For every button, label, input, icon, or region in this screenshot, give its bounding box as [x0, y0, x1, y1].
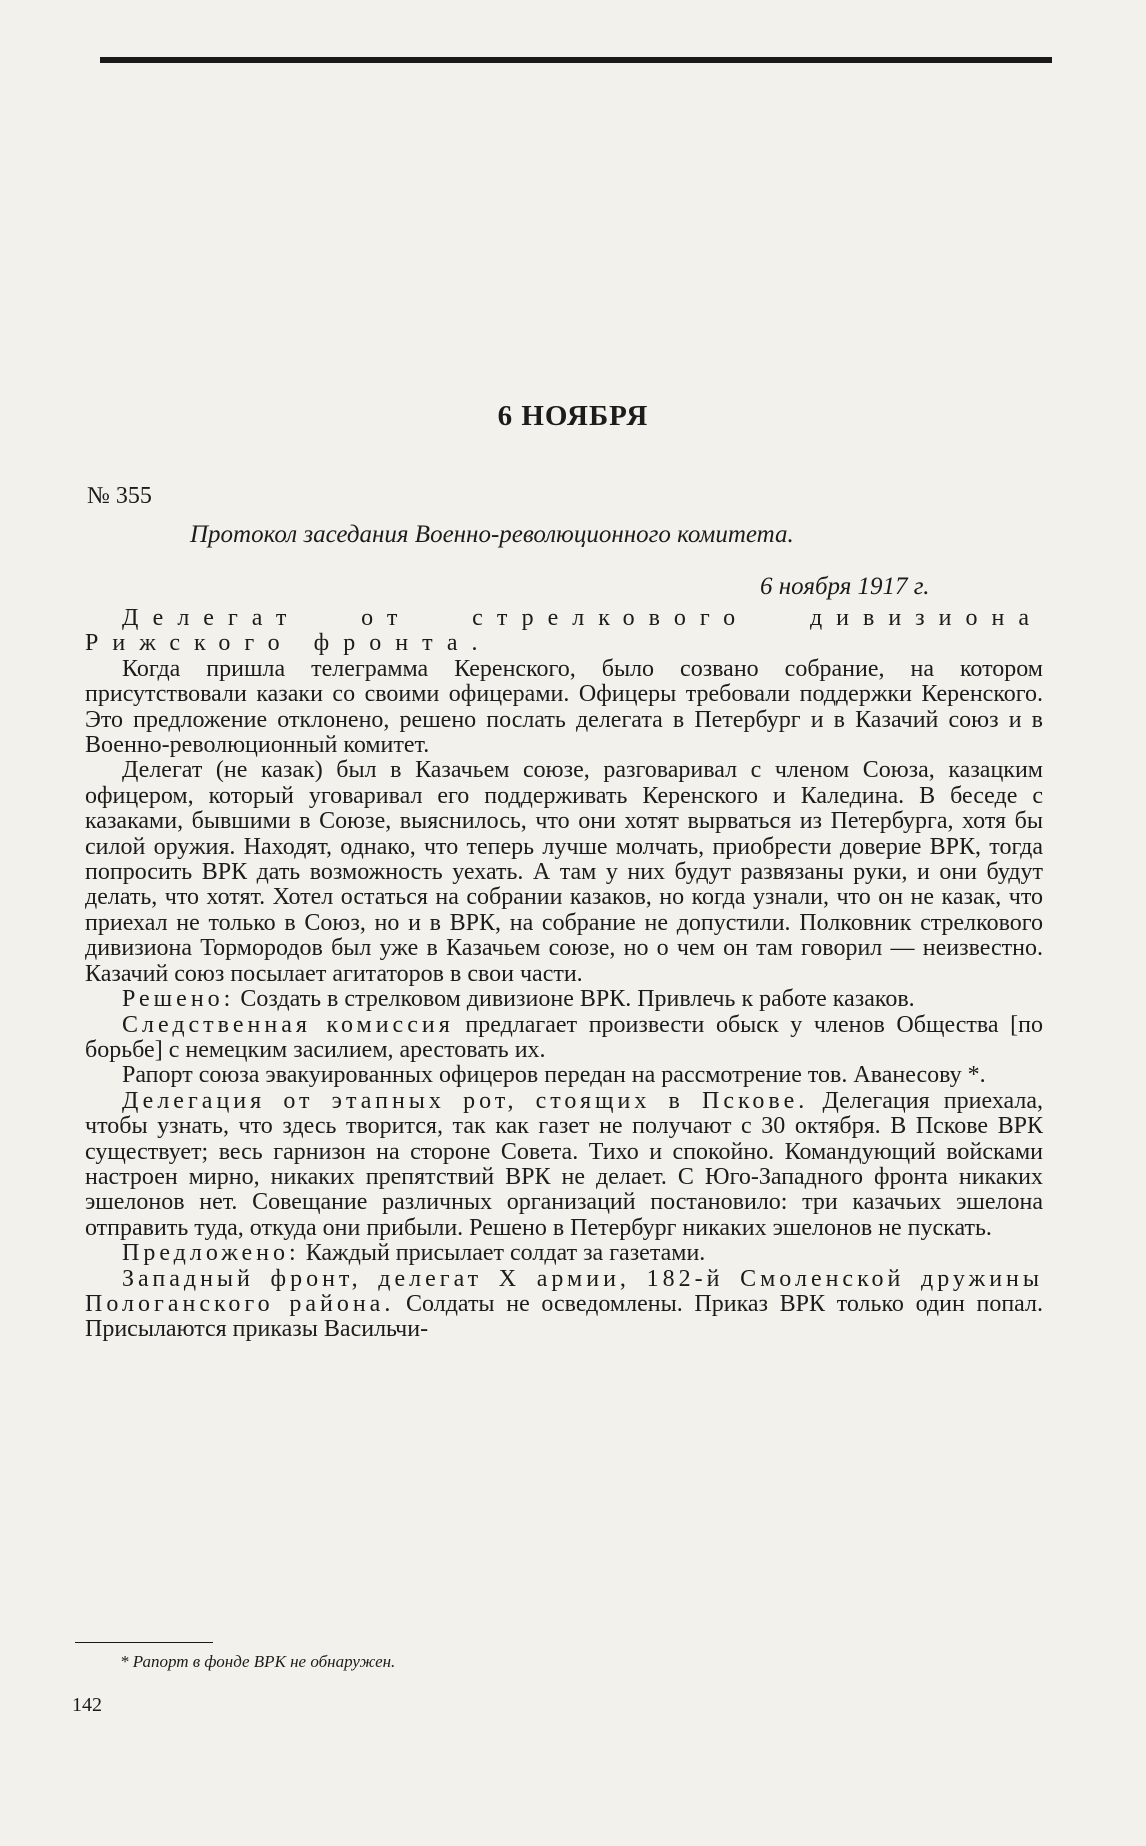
proposal-label: Предложено: — [122, 1240, 300, 1267]
investigation-label: Следственная комиссия — [122, 1011, 454, 1038]
paragraph-pskov-delegation — [85, 1089, 1043, 1241]
document-number: № 355 — [87, 483, 152, 509]
decision-label: Решено: — [122, 986, 235, 1013]
western-front-label: Западный фронт, делегат X армии, 182-й Смоленской дружины Пологанского района. — [85, 1265, 1043, 1317]
document-date: 6 ноября 1917 г. — [760, 573, 930, 600]
pskov-delegation-label: Делегация от этапных рот, стоящих в Пскове. — [122, 1087, 809, 1114]
western-front-text: Солдаты не осведомлены. Приказ ВРК только один попал. Присылаются приказы Васильчи- — [85, 1290, 1044, 1343]
decision-text: Создать в стрелковом дивизионе ВРК. Привлечь к работе казаков. — [240, 986, 915, 1013]
paragraph-decision — [85, 987, 1043, 1012]
paragraph-proposal — [85, 1241, 1043, 1266]
document-body — [85, 606, 1043, 1343]
document-heading: Протокол заседания Военно-революционного комитета. — [190, 521, 794, 548]
page-number: 142 — [72, 1694, 102, 1716]
footnote: * Рапорт в фонде ВРК не обнаружен. — [120, 1652, 396, 1671]
top-rule — [100, 57, 1052, 63]
paragraph-investigation — [85, 1013, 1043, 1064]
page-title: 6 НОЯБРЯ — [497, 400, 649, 432]
footnote-rule — [75, 1642, 213, 1643]
pskov-delegation-text: Делегация приехала, чтобы узнать, что здесь творится, так как газет не получают с 30 октября. В Пскове ВРК существует; весь гарнизон на стороне Совета. Тихо и спокойно. Командующий войсками настроен мирно, никаких препятствий ВРК не делает. С Юго-Западного фронта никаких эшелонов нет. Совещание различных организаций постановило: три казачьих эшелона отправить туда, откуда они прибыли. Решено в Петербург никаких эшелонов не пускать. — [85, 1087, 1043, 1241]
paragraph-cossack-union: Делегат (не казак) был в Казачьем союзе, разговаривал с членом Союза, казацким офицером, который уговаривал его поддерживать Керенского и Каледина. В беседе с казаками, бывшими в Союзе, выяснилось, что они хотят вырваться из Петербурга, хотя бы силой оружия. Находят, однако, что теперь лучше молчать, приобрести доверие ВРК, тогда попросить ВРК дать возможность уехать. А там у них будут развязаны руки, и они будут делать, что хотят. Хотел остаться на собрании казаков, но когда узнали, что он не казак, что приехал не только в Союз, но и в ВРК, на собрание не допустили. Полковник стрелкового дивизиона Тормородов был уже в Казачьем союзе, но о чем он там говорил — неизвестно. Казачий союз посылает агитаторов в свои части. — [85, 757, 1043, 987]
paragraph-delegate-heading: Делегат от стрелкового дивизиона Рижского фронта. — [85, 605, 1043, 657]
paragraph-report: Рапорт союза эвакуированных офицеров передан на рассмотрение тов. Аванесову *. — [122, 1062, 986, 1089]
paragraph-telegram: Когда пришла телеграмма Керенского, было созвано собрание, на котором присутствовали казаки со своими офицерами. Офицеры требовали поддержки Керенского. Это предложение отклонено, решено послать делегата в Петербург и в Казачий союз и в Военно-революционный комитет. — [85, 655, 1043, 759]
paragraph-western-front — [85, 1267, 1043, 1343]
proposal-text: Каждый присылает солдат за газетами. — [305, 1240, 706, 1267]
investigation-text: предлагает произвести обыск у членов Общества [по борьбе] с немецким засилием, арестовать их. — [85, 1011, 1043, 1063]
